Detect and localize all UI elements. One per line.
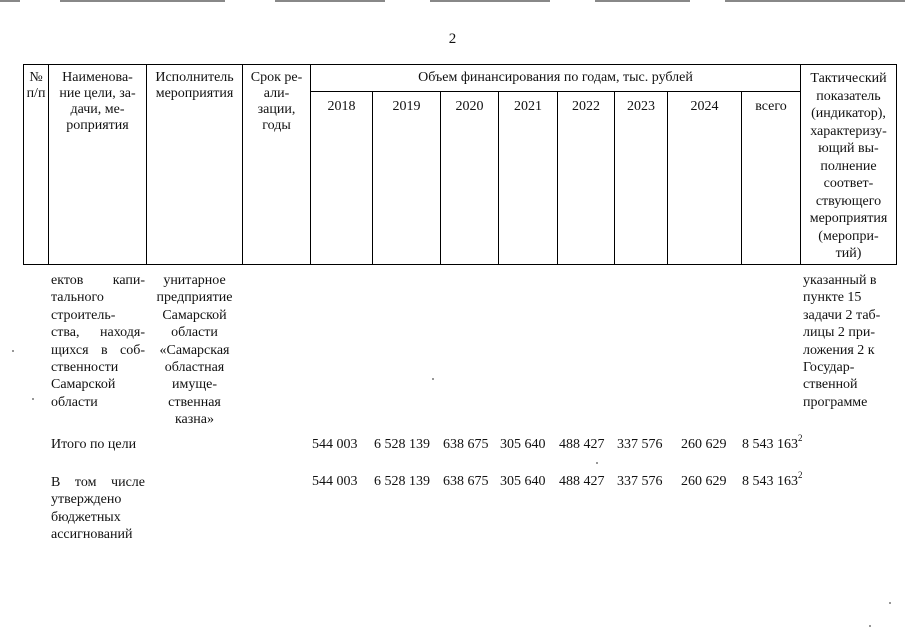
header-col-term: Срок ре- али- зации, годы <box>250 70 303 133</box>
approved-budget-label: В том числе утверждено бюджетных ассигнований <box>51 475 145 543</box>
scan-top-line <box>275 0 385 2</box>
scan-top-line <box>595 0 690 2</box>
scan-top-line <box>60 0 225 2</box>
scan-speck <box>596 462 598 464</box>
header-col-indicator: Тактический показатель (индикатор), характеризу- ющий вы- полнение соответ- ствующего мероприятия (меропри- тий) <box>809 71 888 261</box>
header-col-name: Наименова- ние цели, за- дачи, ме- роприятия <box>59 70 136 133</box>
scan-top-line <box>430 0 550 2</box>
approved-budget-value: 260 629 <box>681 474 727 489</box>
footnote-mark: 2 <box>798 433 803 444</box>
continuation-executor: унитарное предприятие Самарской области «Самарская областная имуще- ственная казна» <box>156 273 233 428</box>
header-year: 2022 <box>572 99 600 114</box>
scan-speck <box>12 350 14 352</box>
page-number: 2 <box>448 31 457 47</box>
continuation-name: ектов капи- тального строитель- ства, находя- щихся в соб- ственности Самарской области <box>51 273 145 410</box>
header-year-total: всего <box>755 99 787 114</box>
header-year: 2021 <box>514 99 542 114</box>
scan-speck <box>889 602 891 604</box>
total-goal-value: 488 427 <box>559 437 605 452</box>
approved-budget-value: 488 427 <box>559 474 605 489</box>
header-year: 2018 <box>327 99 356 114</box>
total-goal-value: 544 003 <box>312 437 358 452</box>
total-goal-label: Итого по цели <box>51 437 137 452</box>
scan-speck <box>432 378 434 380</box>
header-year: 2020 <box>455 99 484 114</box>
approved-budget-value: 544 003 <box>312 474 358 489</box>
approved-budget-value: 337 576 <box>617 474 663 489</box>
scan-top-line <box>0 0 20 2</box>
continuation-indicator: указанный в пункте 15 задачи 2 таб- лицы 2 при- ложения 2 к Государ- ственной программе <box>803 273 881 410</box>
scan-speck <box>869 625 871 627</box>
scan-top-line <box>725 0 905 2</box>
header-year: 2023 <box>627 99 655 114</box>
approved-budget-value-total: 8 543 $163^2$ <box>742 470 803 489</box>
header-year: 2019 <box>392 99 421 114</box>
total-goal-value: 638 675 <box>443 437 489 452</box>
header-col-executor: Исполнитель мероприятия <box>155 70 234 101</box>
total-goal-value-total: 8 543 $163^2$ <box>742 433 803 452</box>
header-col-funding: Объем финансирования по годам, тыс. рублей <box>418 70 693 85</box>
approved-budget-value: 6 528 139 <box>374 474 430 489</box>
total-goal-value: 260 629 <box>681 437 727 452</box>
total-goal-value: 337 576 <box>617 437 663 452</box>
header-col-number: № п/п <box>26 70 46 101</box>
approved-budget-value: 638 675 <box>443 474 489 489</box>
header-year: 2024 <box>690 99 719 114</box>
total-goal-value: 6 528 139 <box>374 437 430 452</box>
footnote-mark: 2 <box>798 470 803 481</box>
total-goal-value: 305 640 <box>500 437 546 452</box>
scan-speck <box>32 398 34 400</box>
approved-budget-value: 305 640 <box>500 474 546 489</box>
